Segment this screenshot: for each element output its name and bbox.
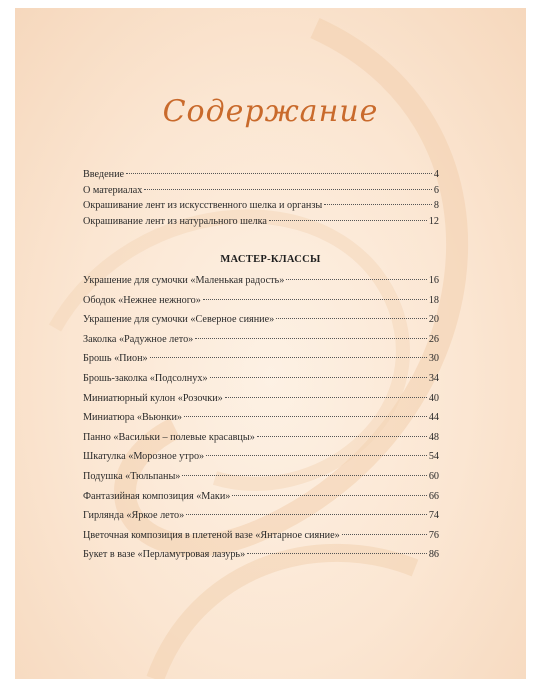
- toc-entry-title: Ободок «Нежнее нежного»: [83, 294, 201, 306]
- dot-leader: [184, 416, 427, 417]
- dot-leader: [276, 318, 427, 319]
- toc-entry-page: 40: [428, 392, 439, 404]
- toc-entry-page: 44: [428, 412, 439, 424]
- toc-entry-title: Гирлянда «Яркое лето»: [83, 510, 185, 522]
- page-title: Содержание: [162, 94, 379, 129]
- toc-entry-title: Брошь-заколка «Подсолнух»: [83, 372, 208, 384]
- toc-entry: [83, 185, 439, 201]
- toc-entry-page: 66: [428, 490, 439, 502]
- toc-entry-page: 76: [428, 529, 439, 541]
- dot-leader: [247, 553, 427, 554]
- toc-entry-page: 34: [428, 372, 439, 384]
- toc-entry-title: Украшение для сумочки «Северное сияние»: [83, 314, 275, 326]
- toc-entry-title: Цветочная композиция в плетеной вазе «Янтарное сияние»: [83, 529, 340, 541]
- dot-leader: [203, 299, 427, 300]
- toc-entry: [83, 200, 439, 216]
- dot-leader: [324, 204, 432, 205]
- toc-entry: [83, 275, 439, 295]
- dot-leader: [225, 397, 427, 398]
- toc-entry-page: 4: [433, 169, 439, 180]
- toc-entry: [83, 530, 439, 550]
- dot-leader: [232, 495, 426, 496]
- toc-entry-page: 48: [428, 431, 439, 443]
- toc-entry-page: 18: [428, 294, 439, 306]
- dot-leader: [195, 338, 427, 339]
- toc-entry: [83, 393, 439, 413]
- toc-entry: [83, 432, 439, 452]
- toc-entry: [83, 412, 439, 432]
- toc-intro-list: [83, 169, 439, 231]
- dot-leader: [286, 279, 427, 280]
- dot-leader: [210, 377, 427, 378]
- toc-entry-page: 8: [433, 200, 439, 212]
- toc-entry-page: 20: [428, 314, 439, 326]
- dot-leader: [150, 357, 427, 358]
- toc-entry-title: Шкатулка «Морозное утро»: [83, 451, 205, 463]
- toc-entry: [83, 510, 439, 530]
- section-heading: МАСТЕР-КЛАССЫ: [220, 254, 321, 265]
- dot-leader: [182, 475, 426, 476]
- toc-entry-title: Украшение для сумочки «Маленькая радость»: [83, 275, 285, 286]
- toc-entry: [83, 334, 439, 354]
- toc-entry-page: 12: [428, 215, 439, 227]
- toc-entry-page: 26: [428, 333, 439, 345]
- toc-entry-page: 86: [428, 549, 439, 561]
- toc-entry: [83, 451, 439, 471]
- toc-entry-title: Окрашивание лент из искусственного шелка и органзы: [83, 200, 323, 212]
- toc-entry: [83, 353, 439, 373]
- toc-classes-list: [83, 275, 439, 569]
- toc-entry-title: Брошь «Пион»: [83, 353, 148, 365]
- toc-entry-title: Подушка «Тюльпаны»: [83, 470, 181, 482]
- toc-entry-title: Миниатюра «Вьюнки»: [83, 412, 182, 424]
- dot-leader: [144, 189, 432, 190]
- toc-entry: [83, 314, 439, 334]
- toc-entry-title: Фантазийная композиция «Маки»: [83, 490, 231, 502]
- toc-entry: [83, 471, 439, 491]
- toc-entry-page: 60: [428, 470, 439, 482]
- toc-entry-page: 30: [428, 353, 439, 365]
- dot-leader: [186, 514, 427, 515]
- dot-leader: [257, 436, 427, 437]
- toc-entry-page: 74: [428, 510, 439, 522]
- toc-entry: [83, 216, 439, 232]
- dot-leader: [342, 534, 427, 535]
- toc-entry-title: Окрашивание лент из натурального шелка: [83, 215, 267, 227]
- toc-entry-title: Букет в вазе «Перламутровая лазурь»: [83, 549, 246, 561]
- toc-entry: [83, 549, 439, 569]
- toc-entry-title: Панно «Васильки – полевые красавцы»: [83, 431, 255, 443]
- toc-entry-title: Миниатюрный кулон «Розочки»: [83, 392, 223, 404]
- dot-leader: [269, 220, 427, 221]
- dot-leader: [126, 173, 432, 174]
- toc-entry-title: Заколка «Радужное лето»: [83, 333, 194, 345]
- toc-entry-title: Введение: [83, 169, 125, 180]
- toc-entry-title: О материалах: [83, 184, 143, 196]
- toc-entry: [83, 491, 439, 511]
- toc-entry: [83, 295, 439, 315]
- toc-entry: [83, 373, 439, 393]
- dot-leader: [206, 455, 427, 456]
- toc-entry-page: 54: [428, 451, 439, 463]
- toc-entry-page: 16: [428, 275, 439, 286]
- toc-entry: [83, 169, 439, 185]
- toc-entry-page: 6: [433, 184, 439, 196]
- book-page: [15, 8, 526, 679]
